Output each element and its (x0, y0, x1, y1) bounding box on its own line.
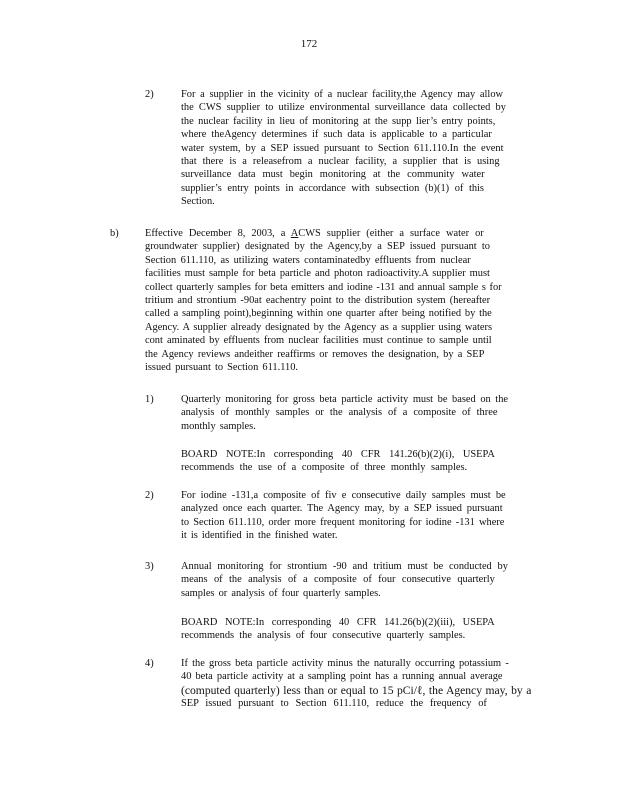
text-line: Annual monitoring for strontium -90 and tritium must be conducted by (181, 561, 508, 572)
text-line: means of the analysis of a composite of four consecutive quarterly (181, 574, 495, 586)
text-line: For a supplier in the vicinity of a nuclear facility,the Agency may allow (181, 89, 504, 100)
text-line: issued pursuant to Section 611.110. (145, 362, 298, 374)
text-run: Effective December 8, 2003, a (145, 228, 291, 239)
text-line (145, 227, 537, 240)
item-label-b3: 3) (145, 561, 154, 572)
paragraph-b (145, 227, 537, 374)
board-note-b3 (181, 616, 537, 643)
text-line: that there is a releasefrom a nuclear facility, a supplier that is using (181, 156, 500, 168)
item-label-b4: 4) (145, 658, 154, 669)
text-line: Quarterly monitoring for gross beta particle activity must be based on the (181, 394, 508, 405)
text-run: CWS supplier (either a surface water or (298, 228, 484, 239)
text-line: Agency. A supplier already designated by the Agency as a supplier using waters (145, 321, 493, 333)
text-line: supplier’s entry points in accordance with subsection (b)(1) of this (181, 182, 484, 194)
paragraph-b2 (181, 489, 537, 543)
text-line: the nuclear facility in lieu of monitoring at the supp lier’s entry points, (181, 115, 496, 127)
text-line: where theAgency determines if such data is applicable to a particular (181, 129, 492, 141)
item-label-b: b) (110, 228, 119, 239)
text-line: cont aminated by effluents from nuclear facilities must continue to sample until (145, 335, 492, 347)
text-line: surveillance data must begin monitoring at the community water (181, 169, 485, 181)
text-line: collect quarterly samples for beta emitters and iodine -131 and annual sample s for (145, 281, 502, 293)
text-line: the Agency reviews andeither reaffirms or removes the designation, by a SEP (145, 348, 485, 360)
item-label-b2: 2) (145, 490, 154, 501)
page-number: 172 (300, 38, 318, 50)
text-line: groundwater supplier) designated by the Agency,by a SEP issued pursuant to (145, 241, 490, 253)
paragraph-b1 (181, 393, 537, 433)
underlined-insertion: A (290, 228, 299, 239)
text-line: water system, by a SEP issued pursuant to Section 611.110.In the event (181, 142, 504, 154)
text-line: facilities must sample for beta particle and photon radioactivity.A supplier must (145, 268, 490, 280)
text-line: to Section 611.110, order more frequent monitoring for iodine -131 where (181, 516, 505, 528)
text-line: If the gross beta particle activity minus the naturally occurring potassium - (181, 658, 509, 669)
text-line: BOARD NOTE:In corresponding 40 CFR 141.26(b)(2)(i), USEPA (181, 449, 495, 460)
board-note-b1 (181, 448, 537, 475)
text-line: Section 611.110, as utilizing waters contaminatedby effluents from nuclear (145, 254, 471, 266)
text-line: Section. (181, 196, 215, 208)
text-line: recommends the use of a composite of three monthly samples. (181, 462, 468, 474)
text-line: the CWS supplier to utilize environmental surveillance data collected by (181, 102, 506, 114)
text-line: tritium and strontium -90at eachentry point to the distribution system (hereafter (145, 295, 491, 307)
text-line: BOARD NOTE:In corresponding 40 CFR 141.26(b)(2)(iii), USEPA (181, 617, 495, 628)
text-line: recommends the analysis of four consecutive quarterly samples. (181, 630, 466, 642)
item-label-b1: 1) (145, 394, 154, 405)
paragraph-b3 (181, 560, 537, 600)
text-line: analyzed once each quarter. The Agency may, by a SEP issued pursuant (181, 503, 503, 515)
text-line: 40 beta particle activity at a sampling point has a running annual average (181, 671, 503, 683)
text-line: called a sampling point),beginning within one quarter after being notified by the (145, 308, 492, 320)
text-line: SEP issued pursuant to Section 611.110, reduce the frequency of (181, 698, 487, 710)
item-label-a2: 2) (145, 89, 154, 100)
text-line: monthly samples. (181, 420, 256, 432)
text-line: analysis of monthly samples or the analysis of a composite of three (181, 407, 498, 419)
text-line: samples or analysis of four quarterly samples. (181, 587, 381, 599)
text-line: For iodine -131,a composite of fiv e consecutive daily samples must be (181, 490, 506, 501)
paragraph-a2 (181, 88, 533, 209)
text-line: (computed quarterly) less than or equal to 15 pCi/ℓ, the Agency may, by a (181, 683, 532, 697)
text-line: it is identified in the finished water. (181, 530, 338, 542)
paragraph-b4 (181, 657, 537, 711)
